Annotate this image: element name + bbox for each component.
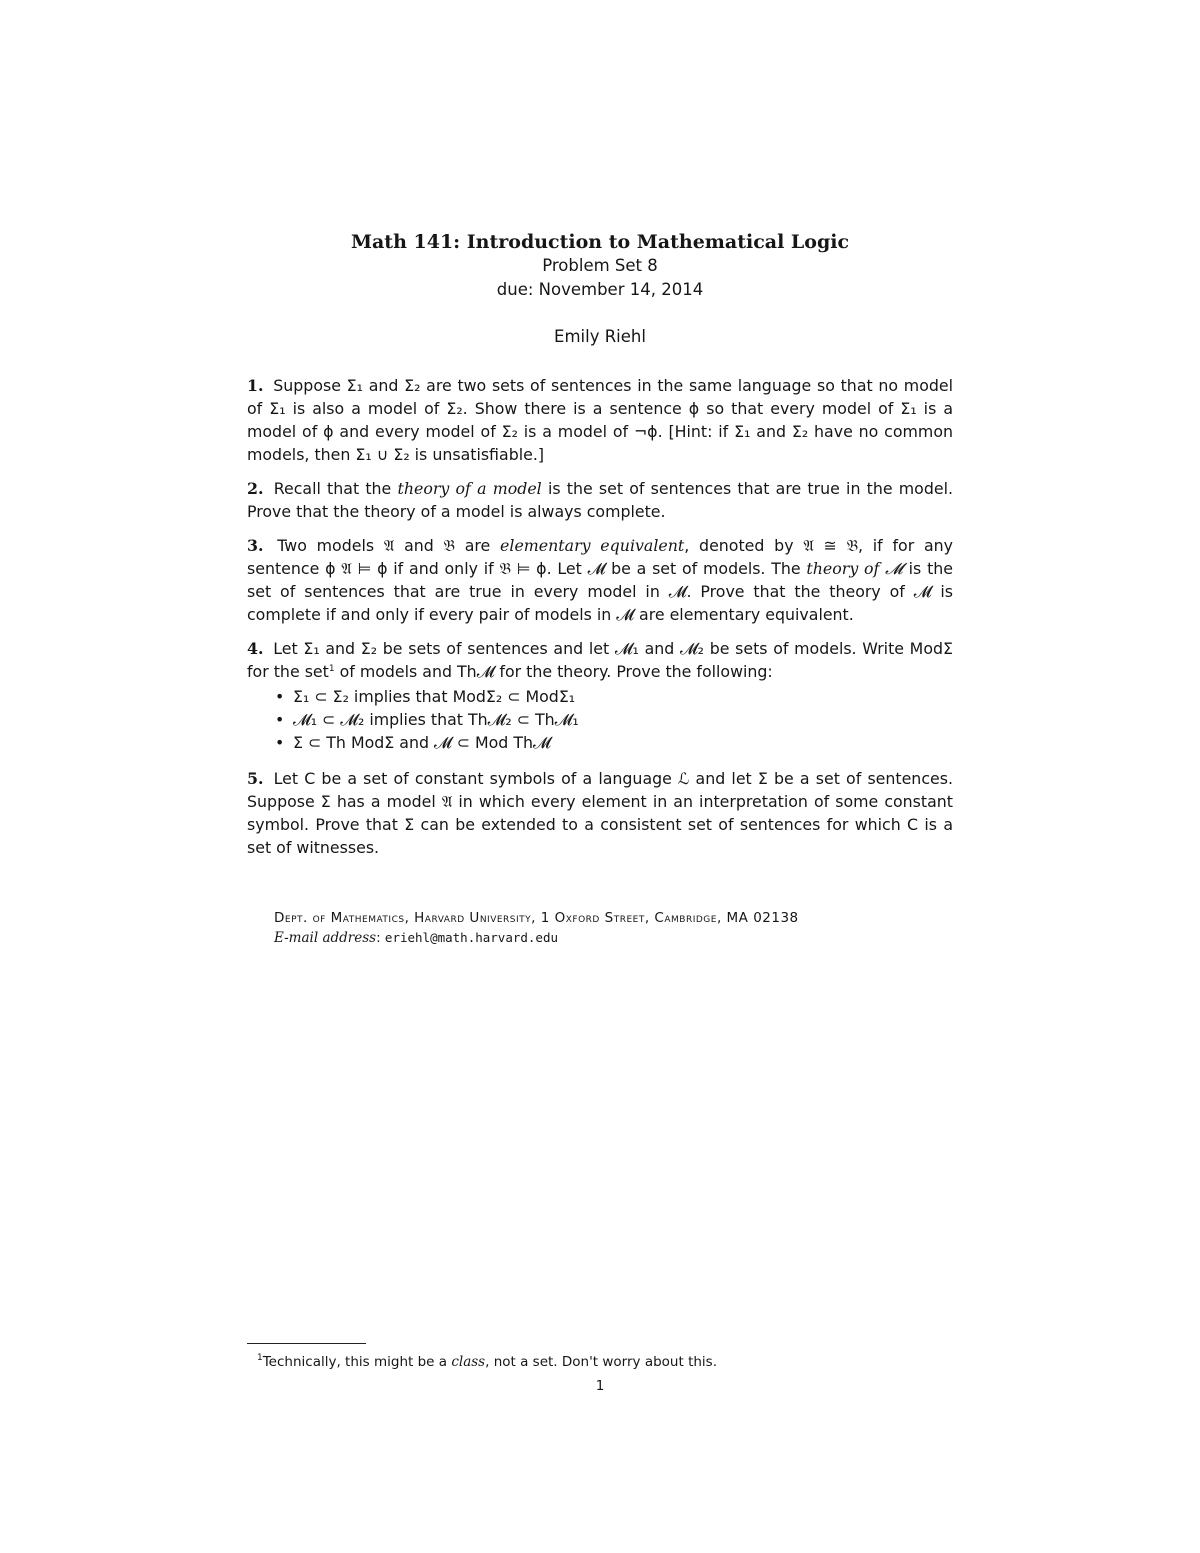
due-date: due: November 14, 2014: [496, 280, 704, 299]
postal-address: Dept. of Mathematics, Harvard University, 1 Oxford Street, Cambridge, MA 02138: [274, 910, 799, 926]
footnote-mark: 1: [328, 664, 335, 674]
problem-text: is the set of sentences that are true in the model. Prove that the theory of a model is always complete.: [247, 479, 954, 521]
emphasized-term: elementary equivalent: [500, 536, 685, 555]
email-address: eriehl@math.harvard.edu: [384, 930, 559, 945]
emphasized-term: theory of 𝓜: [806, 559, 903, 578]
bullet-icon: •: [275, 710, 285, 729]
problem-text: is the set of sentences that are true in every model in 𝓜. Prove that the theory of 𝓜 is complete if and only if every pair of models in 𝓜 are elementary equivalent.: [247, 559, 953, 624]
problem-number: 1.: [247, 376, 264, 395]
problem-1: [247, 374, 953, 466]
problem-text: Let C be a set of constant symbols of a language ℒ and let Σ be a set of sentences. Suppose Σ has a model 𝔄 in which every element in an interpretation of some constant symbol. Prove that Σ can be extended to a consistent set of sentences for which C is a set of witnesses.: [247, 769, 953, 857]
problem-set-label: Problem Set 8: [542, 256, 658, 275]
list-item-text: 𝓜₁ ⊂ 𝓜₂ implies that Th𝓜₂ ⊂ Th𝓜₁: [293, 710, 579, 729]
problem-5: [247, 767, 953, 859]
document-header: [247, 230, 953, 366]
email-line: E-mail address: eriehl@math.harvard.edu: [274, 930, 559, 946]
problem-3: [247, 534, 953, 626]
author-name: Emily Riehl: [554, 327, 646, 346]
course-title: Math 141: Introduction to Mathematical Logic: [350, 231, 850, 253]
list-item: [275, 685, 953, 708]
problem-text: Recall that the: [273, 479, 398, 498]
footnote: [257, 1352, 957, 1372]
footnote-mark: 1: [257, 1353, 263, 1363]
problem-text: Two models 𝔄 and 𝔅 are: [277, 536, 501, 555]
emphasized-term: class: [451, 1354, 486, 1370]
email-label: E-mail address: [274, 930, 377, 946]
author-address: [274, 908, 964, 948]
problem-text: of models and Th𝓜 for the theory. Prove the following:: [334, 662, 773, 681]
problem-text: , denoted by 𝔄 ≅ 𝔅, if for any sentence ϕ 𝔄 ⊨ ϕ if and only if 𝔅 ⊨ ϕ. Let 𝓜 be a set of models. The: [247, 536, 953, 578]
problem-text: Let Σ₁ and Σ₂ be sets of sentences and let 𝓜₁ and 𝓜₂ be sets of models. Write ModΣ for the set: [247, 639, 953, 681]
problem-4: [247, 637, 953, 683]
bullet-icon: •: [275, 687, 285, 706]
bullet-icon: •: [275, 733, 285, 752]
problem-number: 2.: [247, 479, 264, 498]
footnote-rule: [247, 1343, 366, 1344]
list-item: [275, 731, 953, 754]
page-number: 1: [595, 1378, 605, 1394]
list-item-text: Σ ⊂ Th ModΣ and 𝓜 ⊂ Mod Th𝓜: [293, 733, 551, 752]
footnote-text: , not a set. Don't worry about this.: [485, 1354, 717, 1370]
problem-number: 3.: [247, 536, 264, 555]
problem-text: Suppose Σ₁ and Σ₂ are two sets of sentences in the same language so that no model of Σ₁ is also a model of Σ₂. Show there is a sentence ϕ so that every model of Σ₁ is a model of ϕ and every model of Σ₂ is a model of ¬ϕ. [Hint: if Σ₁ and Σ₂ have no common models, then Σ₁ ∪ Σ₂ is unsatisfiable.]: [247, 376, 953, 464]
problem-list: [247, 374, 953, 870]
problem-4-bullets: [247, 685, 953, 754]
problem-number: 5.: [247, 769, 264, 788]
problem-number: 4.: [247, 639, 264, 658]
footnote-text: Technically, this might be a: [262, 1354, 452, 1370]
list-item: [275, 708, 953, 731]
list-item-text: Σ₁ ⊂ Σ₂ implies that ModΣ₂ ⊂ ModΣ₁: [293, 687, 576, 706]
emphasized-term: theory of a model: [397, 479, 542, 498]
problem-2: [247, 477, 953, 523]
